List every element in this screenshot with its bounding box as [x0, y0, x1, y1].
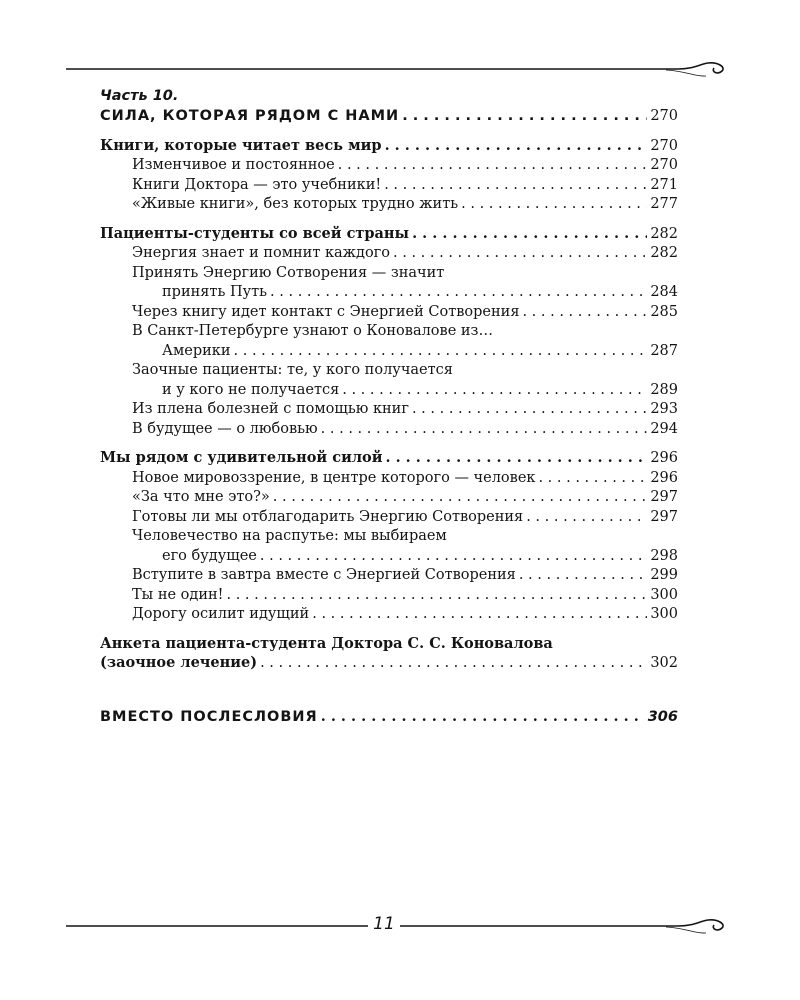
item-title: Новое мировоззрение, в центре которого — человек — [132, 469, 536, 486]
page-number: 293 — [650, 401, 678, 417]
page-number: 296 — [650, 450, 678, 466]
afterword-entry[interactable] — [100, 706, 678, 728]
dot-leader — [519, 566, 647, 586]
dot-leader — [393, 244, 647, 264]
toc-item-line2[interactable] — [100, 547, 678, 567]
page-number: 300 — [650, 586, 678, 603]
toc-item-line1[interactable]: Человечество на распутье: мы выбираем — [132, 528, 447, 544]
dot-leader — [312, 605, 647, 625]
item-title: Дорогу осилит идущий — [132, 606, 310, 622]
questionnaire-line2[interactable] — [100, 653, 678, 674]
toc-item-line2[interactable] — [100, 283, 678, 303]
item-title: Ты не один! — [132, 586, 224, 603]
dot-leader — [321, 420, 648, 440]
questionnaire-line1[interactable]: Анкета пациента-студента Доктора С. С. Коновалова — [100, 634, 553, 652]
page-number: 298 — [650, 547, 678, 564]
dot-leader — [526, 508, 647, 528]
dot-leader — [538, 469, 647, 489]
dot-leader — [385, 136, 648, 156]
page-number: 299 — [650, 567, 678, 583]
item-title: Через книгу идет контакт с Энергией Сотворения — [132, 303, 520, 320]
dot-leader — [522, 303, 647, 323]
item-title: его будущее — [162, 547, 257, 564]
dot-leader — [227, 586, 648, 606]
dot-leader — [412, 400, 647, 420]
item-title: Энергия знает и помнит каждого — [132, 245, 391, 261]
item-title: принять Путь — [162, 284, 268, 300]
toc-item[interactable] — [100, 469, 678, 489]
section-title: Мы рядом с удивительной силой — [100, 449, 383, 466]
toc-item-line1[interactable]: В Санкт-Петербурге узнают о Коновалове из… — [132, 323, 493, 339]
item-title: Изменчивое и постоянное — [132, 157, 335, 173]
page-number: 297 — [650, 508, 678, 525]
page-number: 296 — [650, 469, 678, 486]
part-label: Часть 10. — [100, 88, 179, 104]
page-number: 282 — [650, 225, 678, 242]
table-of-contents — [100, 85, 678, 728]
page-number: 289 — [650, 381, 678, 398]
dot-leader — [402, 107, 647, 127]
page-number: 271 — [650, 176, 678, 193]
toc-item-line1[interactable]: Заочные пациенты: те, у кого получается — [132, 362, 453, 378]
section-title: Пациенты-студенты со всей страны — [100, 224, 410, 242]
dot-leader — [384, 176, 647, 196]
toc-item[interactable] — [100, 586, 678, 606]
dot-leader — [270, 283, 647, 303]
toc-item[interactable] — [100, 303, 678, 323]
item-title: Из плена болезней с помощью книг — [132, 401, 409, 417]
section-heading-1[interactable] — [100, 136, 678, 157]
item-title: «За что мне это?» — [132, 489, 270, 505]
page-number: 306 — [647, 708, 678, 725]
toc-item[interactable] — [100, 244, 678, 264]
dot-leader — [321, 706, 645, 728]
toc-item[interactable] — [100, 156, 678, 176]
dot-leader — [273, 488, 648, 508]
item-title: Америки — [162, 342, 231, 359]
page-number: 270 — [650, 157, 678, 173]
toc-item[interactable] — [100, 488, 678, 508]
toc-item[interactable] — [100, 176, 678, 196]
part-title-entry[interactable] — [100, 107, 678, 127]
page-number: 284 — [650, 284, 678, 300]
toc-item[interactable] — [100, 566, 678, 586]
dot-leader — [385, 448, 647, 468]
top-ornament-rule — [66, 55, 738, 85]
item-title: Книги Доктора — это учебники! — [132, 176, 382, 193]
afterword-title: ВМЕСТО ПОСЛЕСЛОВИЯ — [100, 708, 318, 725]
item-title: Вступите в завтра вместе с Энергией Сотворения — [132, 567, 516, 583]
page-folio: 11 — [368, 913, 400, 935]
item-title: (заочное лечение) — [100, 654, 258, 671]
page-number: 270 — [650, 137, 678, 154]
page-number: 287 — [650, 342, 678, 359]
toc-item[interactable] — [100, 195, 678, 215]
page-number: 277 — [650, 196, 678, 212]
page-number: 302 — [650, 655, 678, 671]
toc-item[interactable] — [100, 508, 678, 528]
dot-leader — [260, 547, 647, 567]
page-number: 285 — [650, 303, 678, 320]
item-title: и у кого не получается — [162, 381, 340, 398]
section-heading-2[interactable] — [100, 224, 678, 245]
page-number: 282 — [650, 245, 678, 261]
toc-item-line1[interactable]: Принять Энергию Сотворения — значит — [132, 264, 445, 281]
dot-leader — [260, 654, 647, 674]
dot-leader — [338, 156, 648, 176]
toc-item-line2[interactable] — [100, 381, 678, 401]
dot-leader — [234, 342, 648, 362]
bottom-ornament-rule — [66, 912, 738, 942]
toc-item[interactable] — [100, 420, 678, 440]
section-title: Книги, которые читает весь мир — [100, 136, 382, 154]
part-title: СИЛА, КОТОРАЯ РЯДОМ С НАМИ — [100, 108, 400, 124]
section-heading-3[interactable] — [100, 448, 678, 469]
item-title: «Живые книги», без которых трудно жить — [132, 196, 459, 212]
toc-item[interactable] — [100, 605, 678, 625]
page-number: 297 — [650, 489, 678, 505]
dot-leader — [461, 195, 647, 215]
page-number: 270 — [650, 108, 678, 124]
toc-item-line2[interactable] — [100, 342, 678, 362]
dot-leader — [412, 224, 647, 244]
toc-item[interactable] — [100, 400, 678, 420]
item-title: В будущее — о любовью — [132, 420, 318, 437]
item-title: Готовы ли мы отблагодарить Энергию Сотворения — [132, 508, 524, 525]
page-number: 300 — [650, 606, 678, 622]
page-number: 294 — [650, 420, 678, 437]
dot-leader — [342, 381, 647, 401]
